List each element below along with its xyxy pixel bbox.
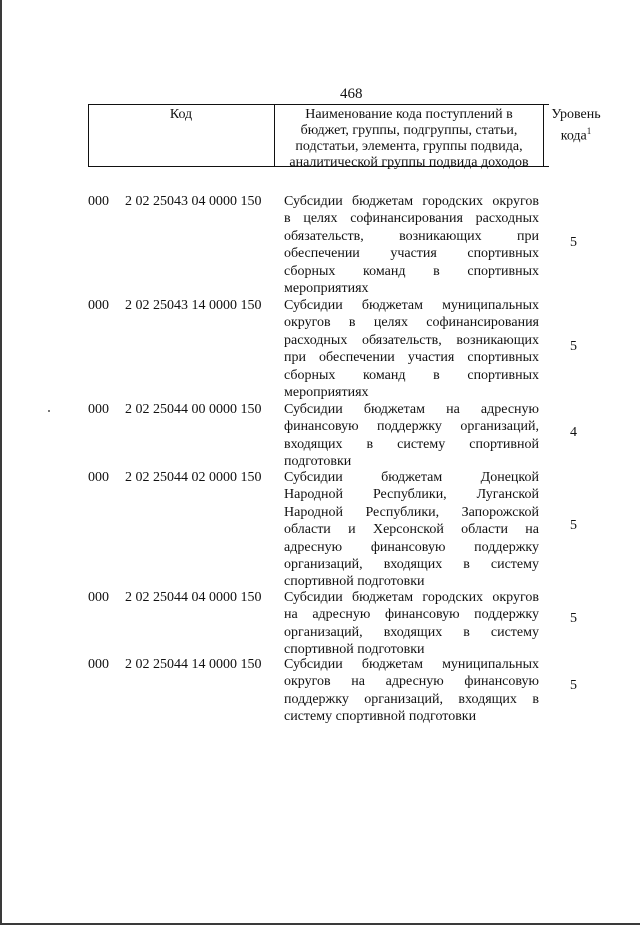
page-number: 468 (340, 86, 363, 102)
row-name-line: области и Херсонской области на (284, 522, 539, 538)
row-name-line: округов в целях софинансирования (284, 315, 539, 331)
row-name (284, 589, 539, 659)
row-name-line: организаций, входящих в систему (284, 556, 539, 572)
row-name-line: Субсидии бюджетам муниципальных (284, 657, 539, 672)
row-name-line: систему спортивной подготовки (284, 709, 477, 725)
row-name-line: сборных команд в спортивных (284, 367, 539, 383)
header-name (278, 107, 540, 171)
row-prefix: 000 (88, 194, 109, 209)
header-name-line: бюджет, группы, подгруппы, статьи, (300, 123, 518, 138)
row-name-line: Субсидии бюджетам городских округов (284, 590, 539, 605)
header-name-line: подстатьи, элемента, группы подвида, (295, 139, 523, 154)
row-name-line: сборных команд в спортивных (284, 263, 539, 279)
row-prefix: 000 (88, 402, 109, 417)
row-level: 5 (570, 518, 577, 533)
row-name-line: расходных обязательств, возникающих (284, 332, 539, 348)
row-name-line: мероприятиях (284, 384, 369, 400)
row-level: 5 (570, 611, 577, 626)
row-prefix: 000 (88, 470, 109, 485)
header-divider-1 (274, 104, 275, 167)
row-name-line: финансовую поддержку организаций, (284, 419, 539, 435)
row-code: 2 02 25044 04 0000 150 (125, 590, 262, 605)
header-code: Код (169, 107, 193, 122)
row-name-line: обеспечении участия спортивных (284, 246, 539, 262)
row-name-line: обязательств, возникающих при (284, 228, 539, 244)
header-divider-2 (543, 104, 544, 167)
header-name-line: аналитической группы подвида доходов (289, 155, 529, 170)
header-top-rule (88, 104, 549, 105)
row-prefix: 000 (88, 298, 109, 313)
row-name-line: Субсидии бюджетам Донецкой (284, 470, 539, 485)
row-name-line: в целях софинансирования расходных (284, 211, 539, 227)
row-name-line: округов на адресную финансовую (284, 674, 539, 690)
row-name-line: Субсидии бюджетам на адресную (284, 402, 539, 417)
row-level: 5 (570, 678, 577, 693)
row-name (284, 297, 539, 401)
header-level-word: кода (560, 128, 587, 144)
row-code: 2 02 25044 02 0000 150 (125, 470, 262, 485)
row-level: 5 (570, 339, 577, 354)
row-name (284, 401, 539, 471)
row-name-line: поддержку организаций, входящих в (284, 691, 539, 707)
row-level: 4 (570, 425, 577, 440)
scan-left-edge (0, 0, 2, 925)
row-name-line: адресную финансовую поддержку (284, 539, 539, 555)
row-code: 2 02 25044 00 0000 150 (125, 402, 262, 417)
row-prefix: 000 (88, 590, 109, 605)
row-prefix: 000 (88, 657, 109, 672)
header-level (545, 107, 607, 145)
row-code: 2 02 25043 14 0000 150 (125, 298, 262, 313)
row-name-line: спортивной подготовки (284, 574, 425, 590)
header-name-line: Наименование кода поступлений в (305, 107, 513, 122)
row-name-line: Народной Республики, Луганской (284, 487, 539, 503)
row-level: 5 (570, 235, 577, 250)
row-name-line: подготовки (284, 454, 352, 470)
row-name-line: входящих в систему спортивной (284, 436, 539, 452)
header-level-line2 (545, 123, 607, 145)
row-name-line: мероприятиях (284, 280, 369, 296)
row-code: 2 02 25043 04 0000 150 (125, 194, 262, 209)
row-name (284, 656, 539, 726)
row-name-line: при обеспечении участия спортивных (284, 350, 539, 366)
row-name (284, 469, 539, 591)
scan-speck (48, 410, 50, 412)
footnote-marker: 1 (586, 126, 592, 136)
row-name-line: Субсидии бюджетам городских округов (284, 194, 539, 209)
row-name-line: организаций, входящих в систему (284, 624, 539, 640)
header-level-line1: Уровень (551, 107, 601, 122)
row-name-line: на адресную финансовую поддержку (284, 607, 539, 623)
row-name-line: Субсидии бюджетам муниципальных (284, 298, 539, 313)
row-name (284, 193, 539, 297)
row-code: 2 02 25044 14 0000 150 (125, 657, 262, 672)
row-name-line: Народной Республики, Запорожской (284, 504, 539, 520)
row-name-line: спортивной подготовки (284, 642, 425, 658)
